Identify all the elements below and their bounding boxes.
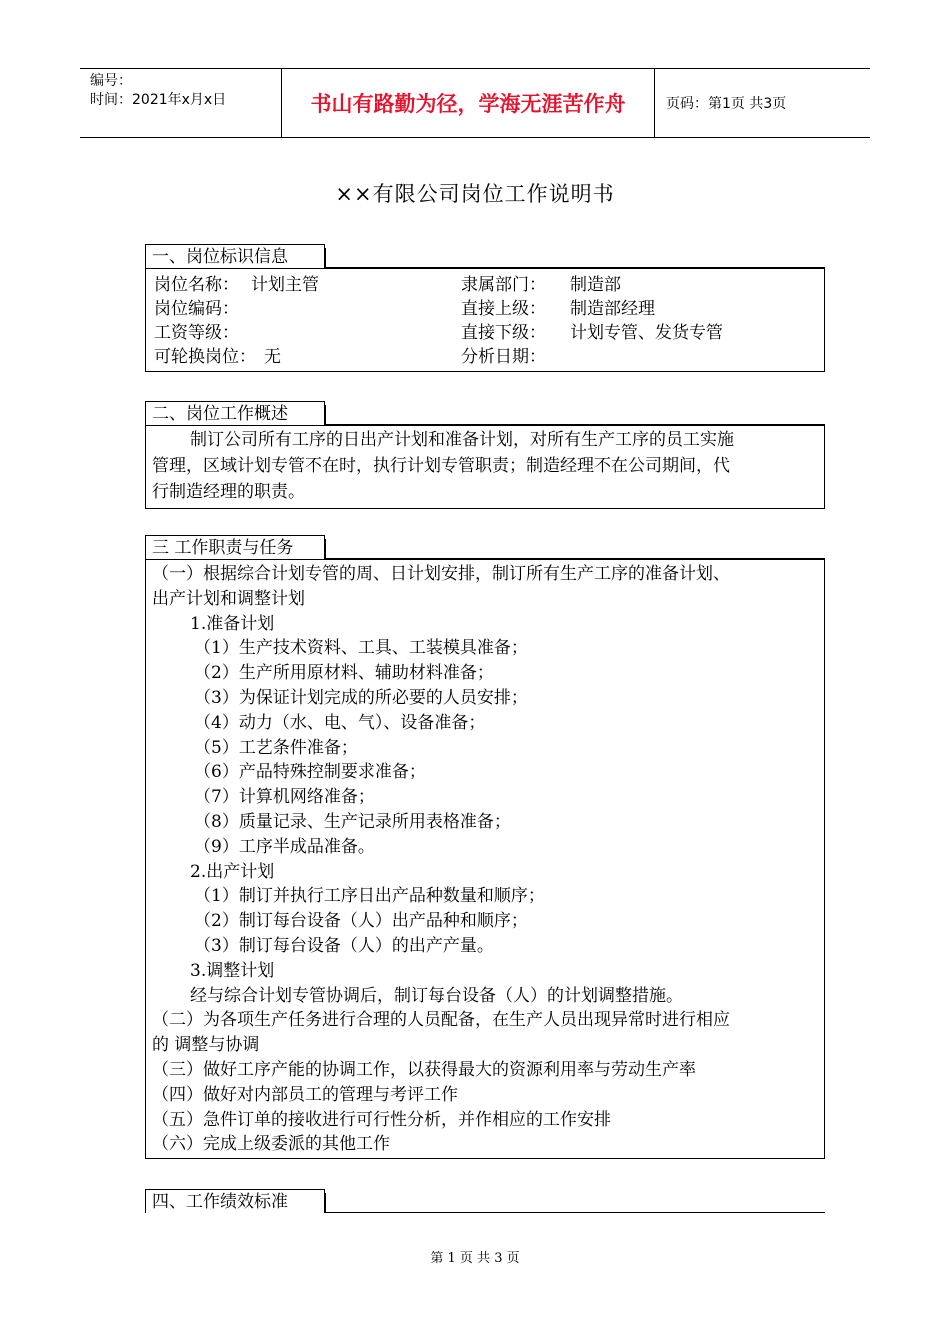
field-row: 岗位编码：	[154, 299, 239, 319]
duty-line: 3.调整计划	[190, 960, 275, 981]
duty-line: （3）制订每台设备（人）的出产产量。	[194, 936, 494, 956]
duty-line: （二）为各项生产任务进行合理的人员配备，在生产人员出现异常时进行相应	[152, 1010, 730, 1031]
duty-line: 2.出产计划	[190, 861, 275, 882]
field-row: 分析日期：	[461, 347, 546, 367]
identification-box	[145, 268, 825, 372]
header-slogan: 书山有路勤为径，学海无涯苦作舟	[282, 69, 655, 137]
header-page-info: 页码：第1页 共3页	[666, 96, 787, 112]
duty-line: 的 调整与协调	[152, 1035, 260, 1056]
section-heading: 四、工作绩效标准	[145, 1189, 325, 1213]
overview-line: 制订公司所有工序的日出产计划和准备计划，对所有生产工序的员工实施	[190, 430, 734, 450]
number-label: 编号：	[90, 73, 132, 89]
field-row: 直接下级： 计划专管、发货专管	[461, 323, 723, 343]
section-heading: 三 工作职责与任务	[145, 535, 325, 559]
time-label: 时间：2021年x月x日	[90, 92, 227, 108]
duty-line: （五）急件订单的接收进行可行性分析，并作相应的工作安排	[152, 1109, 611, 1130]
duty-line: （2）生产所用原材料、辅助材料准备；	[194, 663, 494, 684]
duty-line: （1）制订并执行工序日出产品种数量和顺序；	[194, 886, 545, 907]
overview-line: 行制造经理的职责。	[152, 482, 305, 502]
duty-line: （6）产品特殊控制要求准备；	[194, 762, 426, 783]
duty-line: （三）做好工序产能的协调工作，以获得最大的资源利用率与劳动生产率	[152, 1060, 696, 1080]
field-row: 直接上级： 制造部经理	[461, 299, 655, 319]
duty-line: 1.准备计划	[190, 613, 275, 634]
duty-line: （4）动力（水、电、气）、设备准备；	[194, 712, 486, 733]
duty-line: （7）计算机网络准备；	[194, 787, 375, 808]
duty-line: （六）完成上级委派的其他工作	[152, 1134, 390, 1155]
field-row: 隶属部门： 制造部	[461, 275, 621, 295]
duty-line: （8）质量记录、生产记录所用表格准备；	[194, 812, 511, 832]
duty-line: （5）工艺条件准备；	[194, 737, 358, 758]
duty-line: （四）做好对内部员工的管理与考评工作	[152, 1084, 458, 1105]
duty-line: （一）根据综合计划专管的周、日计划安排，制订所有生产工序的准备计划、	[152, 564, 730, 584]
document-title: ××有限公司岗位工作说明书	[335, 182, 615, 206]
duty-line: 经与综合计划专管协调后，制订每台设备（人）的计划调整措施。	[190, 985, 683, 1006]
section-heading: 一、岗位标识信息	[145, 244, 325, 268]
section-heading: 二、岗位工作概述	[145, 401, 325, 425]
duties-box	[145, 559, 825, 1159]
page-header	[80, 68, 870, 138]
duty-line: 出产计划和调整计划	[152, 588, 305, 609]
field-row: 工资等级：	[154, 323, 239, 343]
page-footer: 第 1 页 共 3 页	[430, 1251, 520, 1266]
overview-box	[145, 425, 825, 509]
duty-line: （2）制订每台设备（人）出产品种和顺序；	[194, 911, 528, 932]
field-row: 可轮换岗位： 无	[154, 347, 281, 367]
duty-line: （3）为保证计划完成的所必要的人员安排；	[194, 688, 528, 708]
field-row: 岗位名称： 计划主管	[154, 275, 319, 295]
header-meta	[80, 69, 282, 137]
overview-line: 管理，区域计划专管不在时，执行计划专管职责；制造经理不在公司期间，代	[152, 456, 730, 476]
duty-line: （9）工序半成品准备。	[194, 836, 375, 857]
duty-line: （1）生产技术资料、工具、工装模具准备；	[194, 638, 528, 659]
